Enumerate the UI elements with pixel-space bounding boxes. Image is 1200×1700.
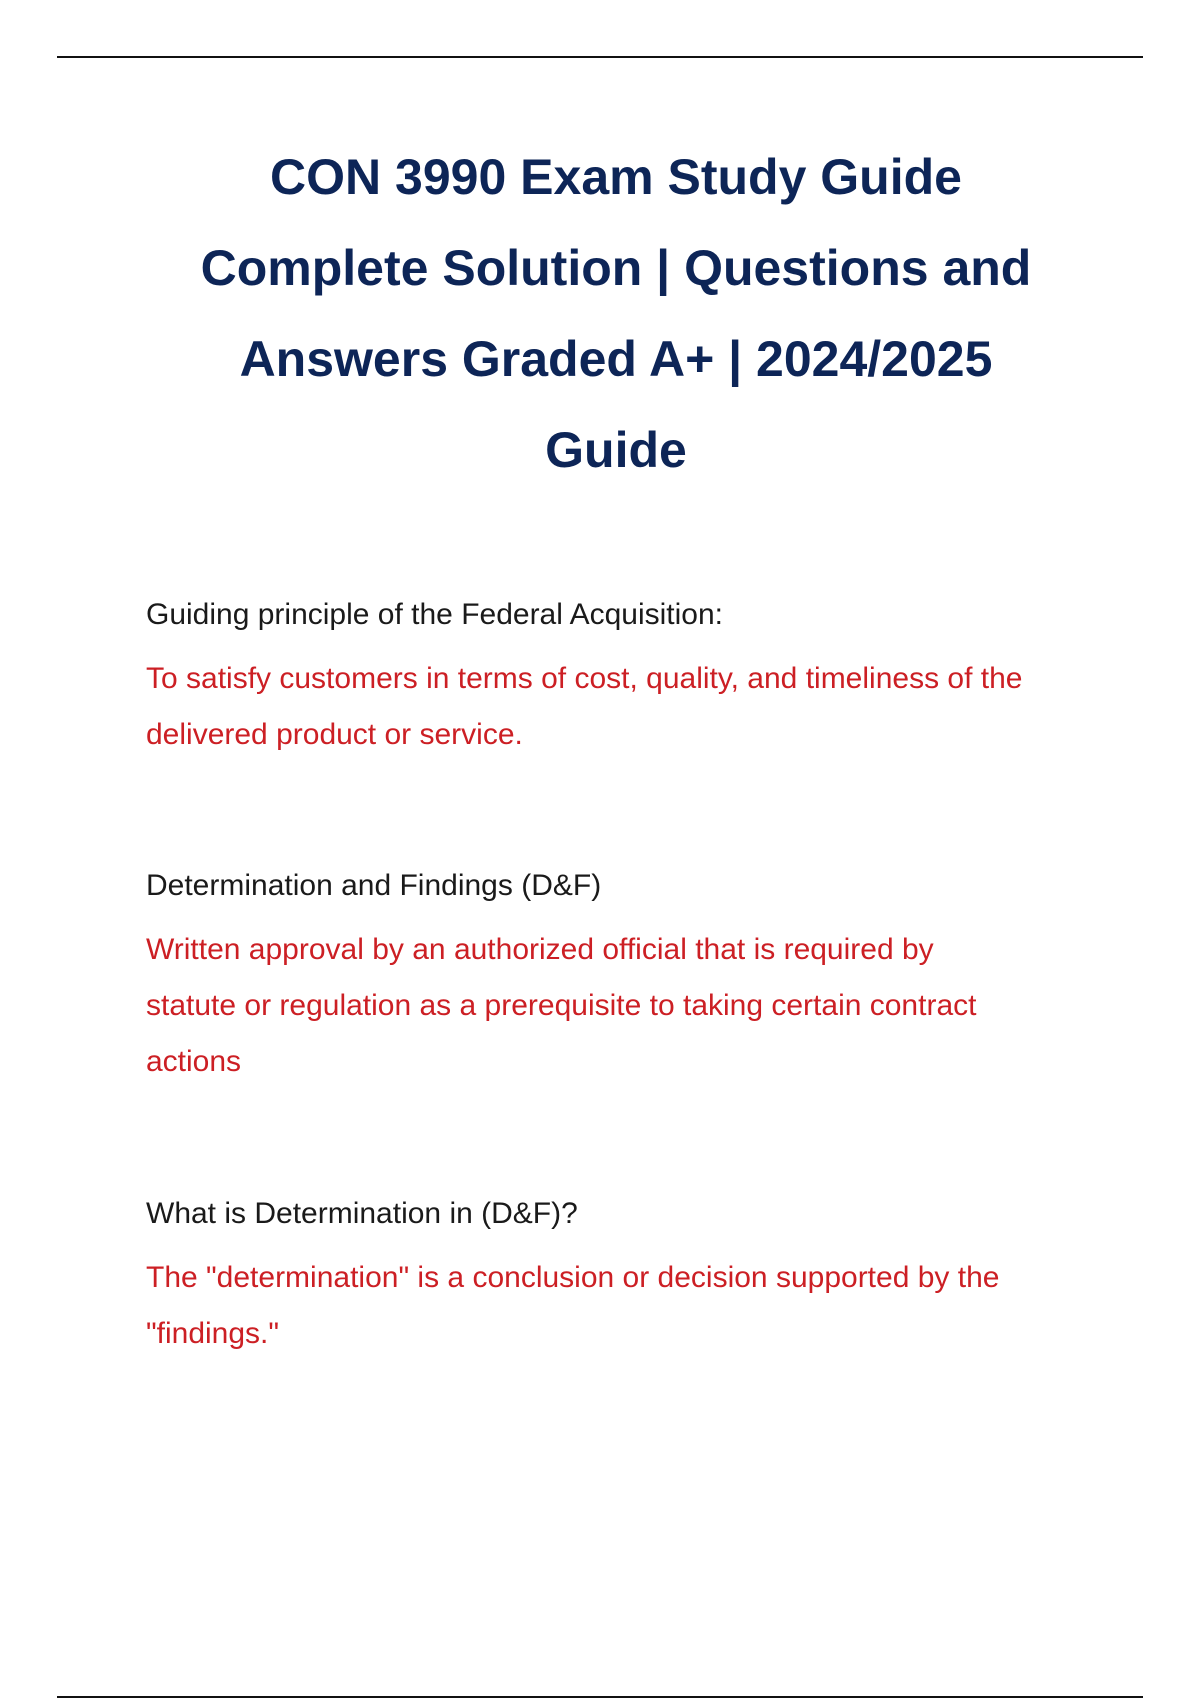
- top-divider: [57, 56, 1143, 58]
- qa-item: [146, 1194, 1106, 1362]
- qa-item: [146, 595, 1106, 763]
- title-line: Complete Solution | Questions and: [200, 240, 1032, 296]
- question-text: What is Determination in (D&F)?: [146, 1197, 578, 1230]
- title-line: Answers Graded A+ | 2024/2025: [239, 331, 993, 387]
- answer-line: "findings.": [146, 1317, 280, 1350]
- answer-text: [146, 651, 1106, 763]
- answer-line: delivered product or service.: [146, 718, 523, 751]
- question-text: Determination and Findings (D&F): [146, 869, 602, 902]
- answer-line: statute or regulation as a prerequisite to taking certain contract: [146, 989, 977, 1022]
- answer-text: [146, 1250, 1106, 1362]
- qa-item: [146, 866, 1106, 1090]
- title-line: Guide: [545, 422, 687, 478]
- answer-line: To satisfy customers in terms of cost, quality, and timeliness of the: [146, 662, 1023, 695]
- answer-line: Written approval by an authorized official that is required by: [146, 933, 934, 966]
- question-text: Guiding principle of the Federal Acquisition:: [146, 598, 724, 631]
- bottom-divider: [57, 1696, 1143, 1698]
- answer-line: actions: [146, 1045, 242, 1078]
- answer-line: The "determination" is a conclusion or decision supported by the: [146, 1261, 1000, 1294]
- answer-text: [146, 922, 1106, 1090]
- document-title: [110, 132, 1122, 496]
- title-line: CON 3990 Exam Study Guide: [270, 149, 962, 205]
